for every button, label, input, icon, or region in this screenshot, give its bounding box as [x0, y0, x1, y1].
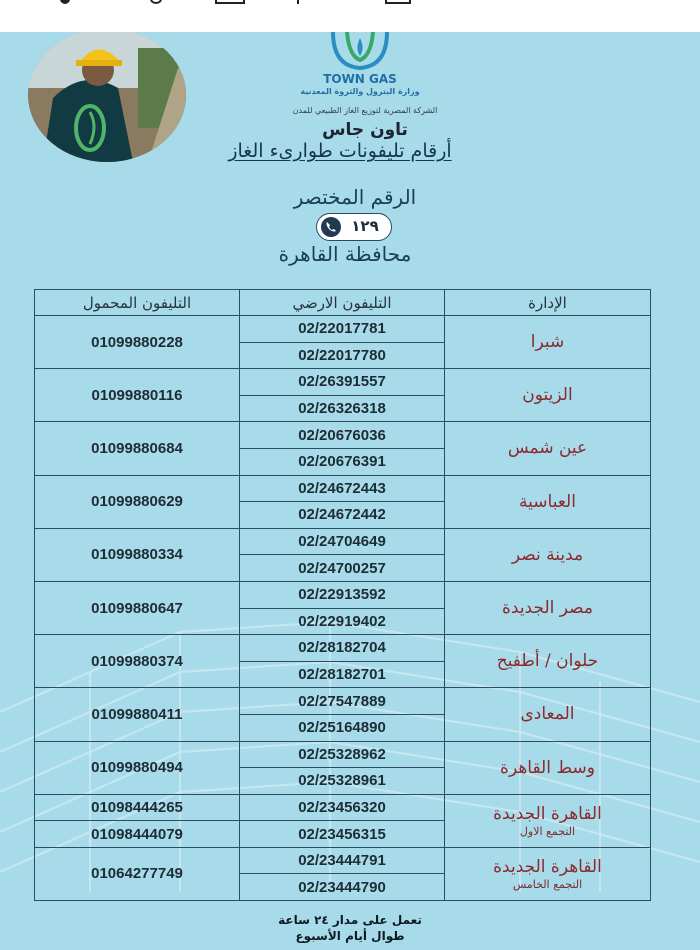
mobile-number[interactable]: 01099880629: [35, 475, 240, 528]
landline-number[interactable]: 02/24704649: [240, 528, 445, 555]
header-landline: التليفون الارضي: [240, 290, 445, 316]
mobile-number[interactable]: 01099880228: [35, 316, 240, 369]
table-row: [35, 741, 651, 768]
status-dot-icon: [60, 0, 70, 4]
landline-number[interactable]: 02/20676391: [240, 448, 445, 475]
footer-line-1: تعمل على مدار ٢٤ ساعة: [278, 913, 422, 927]
status-line-icon: [297, 0, 305, 4]
landline-number[interactable]: 02/22919402: [240, 608, 445, 635]
landline-number[interactable]: 02/24672442: [240, 502, 445, 529]
landline-number[interactable]: 02/22913592: [240, 581, 445, 608]
department-sub-label: التجمع الاول: [519, 824, 576, 838]
page-title: أرقام تليفونات طوارىء الغاز: [228, 140, 452, 162]
landline-number[interactable]: 02/24700257: [240, 555, 445, 582]
mobile-number[interactable]: 01099880334: [35, 528, 240, 581]
table-row: [35, 635, 651, 662]
top-strip: [0, 0, 700, 32]
landline-number[interactable]: 02/20676036: [240, 422, 445, 449]
table-row: [35, 316, 651, 343]
table-row: [35, 847, 651, 874]
town-gas-logo: [300, 32, 420, 102]
footer-line-2: طوال أيام الأسبوع: [295, 929, 405, 943]
table-row: [35, 581, 651, 608]
department-name: [445, 369, 651, 422]
landline-number[interactable]: 02/25328962: [240, 741, 445, 768]
brand-name-ar: تاون جاس: [322, 120, 408, 140]
department-label: القاهرة الجديدة: [493, 803, 602, 824]
department-name: [445, 741, 651, 794]
department-label: حلوان / أطفيح: [496, 651, 599, 672]
footer-note: [230, 912, 470, 944]
table-row: [35, 369, 651, 396]
landline-number[interactable]: 02/25328961: [240, 768, 445, 795]
mobile-number[interactable]: 01099880116: [35, 369, 240, 422]
status-box-icon: [215, 0, 245, 4]
department-label: الزيتون: [522, 385, 573, 406]
department-name: [445, 794, 651, 847]
department-name: [445, 688, 651, 741]
table-header-row: [35, 290, 651, 316]
mobile-number[interactable]: 01098444265: [35, 794, 240, 821]
governorate-title: محافظة القاهرة: [278, 242, 412, 266]
emergency-poster: [0, 32, 700, 950]
landline-number[interactable]: 02/23444790: [240, 874, 445, 901]
department-sub-label: التجمع الخامس: [512, 877, 583, 891]
mobile-number[interactable]: 01099880374: [35, 635, 240, 688]
ministry-name: وزارة البترول والثروة المعدنية: [300, 87, 420, 96]
department-name: [445, 422, 651, 475]
department-name: [445, 528, 651, 581]
landline-number[interactable]: 02/28182701: [240, 661, 445, 688]
header-department: الإدارة: [445, 290, 651, 316]
department-label: المعادى: [520, 704, 575, 725]
emergency-phone-table: [34, 289, 651, 901]
mobile-number[interactable]: 01064277749: [35, 847, 240, 900]
mobile-number[interactable]: 01099880684: [35, 422, 240, 475]
department-label: مدينة نصر: [511, 544, 584, 565]
status-ring-icon: [150, 0, 162, 4]
department-label: العباسية: [519, 491, 576, 512]
status-box2-icon: [385, 0, 411, 4]
company-name: الشركة المصرية لتوزيع الغاز الطبيعي للمدن: [292, 106, 438, 115]
department-label: وسط القاهرة: [500, 757, 595, 778]
department-label: مصر الجديدة: [502, 598, 593, 619]
short-number-title: الرقم المختصر: [293, 185, 417, 209]
department-name: [445, 635, 651, 688]
department-label: القاهرة الجديدة: [493, 856, 602, 877]
landline-number[interactable]: 02/28182704: [240, 635, 445, 662]
short-number-value: ١٢٩: [351, 217, 379, 235]
worker-photo: [28, 32, 186, 162]
landline-number[interactable]: 02/22017780: [240, 342, 445, 369]
header-mobile: التليفون المحمول: [35, 290, 240, 316]
landline-number[interactable]: 02/23444791: [240, 847, 445, 874]
phone-icon: [321, 217, 341, 237]
table-body: [35, 316, 651, 901]
landline-number[interactable]: 02/23456320: [240, 794, 445, 821]
landline-number[interactable]: 02/27547889: [240, 688, 445, 715]
table-row: [35, 475, 651, 502]
department-name: [445, 847, 651, 900]
flame-logo-icon: [325, 32, 395, 72]
department-name: [445, 581, 651, 634]
department-name: [445, 475, 651, 528]
landline-number[interactable]: 02/22017781: [240, 316, 445, 343]
landline-number[interactable]: 02/24672443: [240, 475, 445, 502]
mobile-number[interactable]: 01099880494: [35, 741, 240, 794]
brand-name-en: TOWN GAS: [323, 72, 397, 86]
department-label: شبرا: [530, 332, 565, 353]
department-name: [445, 316, 651, 369]
table-row: [35, 794, 651, 821]
short-number-badge[interactable]: [316, 213, 392, 241]
landline-number[interactable]: 02/26391557: [240, 369, 445, 396]
landline-number[interactable]: 02/25164890: [240, 714, 445, 741]
mobile-number[interactable]: 01099880411: [35, 688, 240, 741]
mobile-number[interactable]: 01098444079: [35, 821, 240, 848]
department-label: عين شمس: [507, 438, 588, 459]
table-row: [35, 528, 651, 555]
mobile-number[interactable]: 01099880647: [35, 581, 240, 634]
landline-number[interactable]: 02/26326318: [240, 395, 445, 422]
table-row: [35, 422, 651, 449]
landline-number[interactable]: 02/23456315: [240, 821, 445, 848]
table-row: [35, 688, 651, 715]
